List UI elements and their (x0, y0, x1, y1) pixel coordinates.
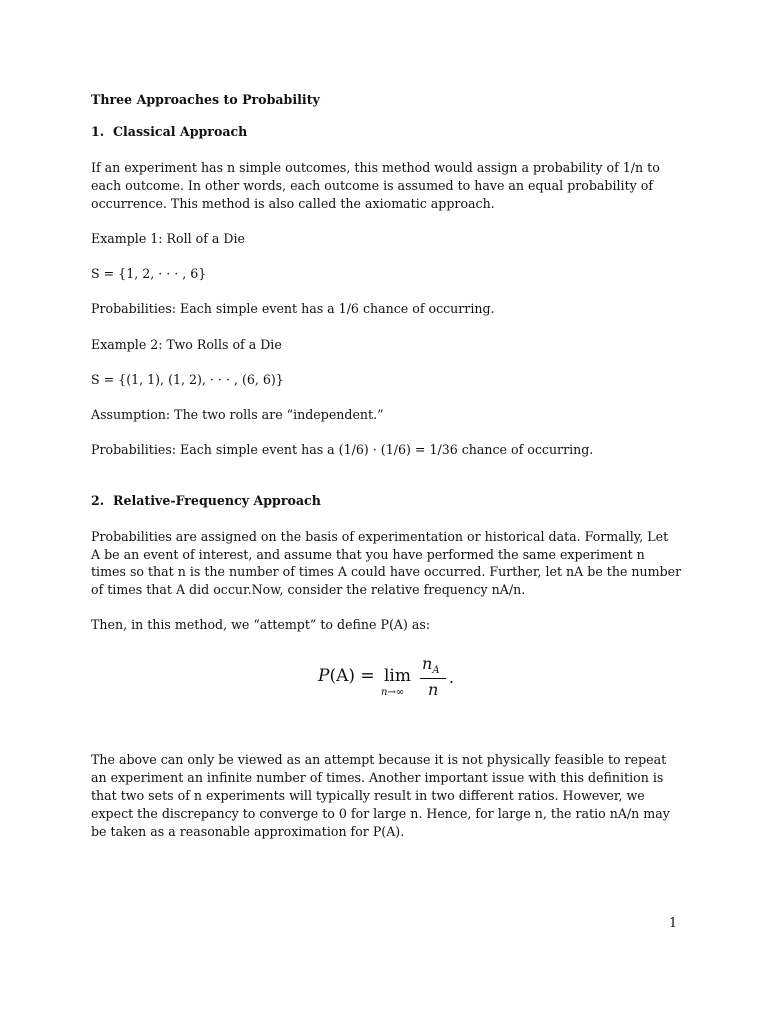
paragraph-line: If an experiment has n simple outcomes, this method would assign a probability of 1/n to (91, 160, 660, 175)
paragraph-line: of times that A did occur.Now, consider the relative frequency nA/n. (91, 582, 526, 597)
document-title: Three Approaches to Probability (91, 92, 320, 107)
assumption-text: Assumption: The two rolls are “independent.” (91, 407, 384, 422)
formula-period: . (449, 668, 455, 687)
formula-numerator (422, 654, 440, 676)
then-line: Then, in this method, we “attempt” to define P(A) as: (91, 617, 431, 632)
probabilities-2: Probabilities: Each simple event has a (1/6) · (1/6) = 1/36 chance of occurring. (91, 442, 594, 457)
paragraph-line: each outcome. In other words, each outcome is assumed to have an equal probability of (91, 178, 653, 193)
probabilities-1: Probabilities: Each simple event has a 1/6 chance of occurring. (91, 301, 495, 316)
formula-lhs-arg: (A) = (329, 666, 375, 686)
section-2-title: Relative-Frequency Approach (113, 493, 321, 508)
paragraph-line: that two sets of n experiments will typically result in two different ratios. However, we (91, 788, 645, 803)
paragraph-line: expect the discrepancy to converge to 0 for large n. Hence, for large n, the ratio nA/n may (91, 806, 670, 821)
paragraph-line: Probabilities are assigned on the basis of experimentation or historical data. Formally, Let (91, 529, 669, 544)
paragraph-line: The above can only be viewed as an attempt because it is not physically feasible to repeat (91, 752, 667, 767)
paragraph-line: A be an event of interest, and assume that you have performed the same experiment n (91, 547, 645, 562)
section-2-heading (91, 492, 321, 510)
section-1-number: 1. (91, 124, 105, 139)
formula-numerator-sub: A (432, 665, 440, 677)
page-number: 1 (669, 915, 678, 930)
example-1-label: Example 1: Roll of a Die (91, 231, 246, 246)
formula-lhs (318, 666, 375, 686)
sample-space-1: S = {1, 2, · · · , 6} (91, 266, 207, 281)
paragraph-line: occurrence. This method is also called the axiomatic approach. (91, 196, 495, 211)
formula-fraction-bar (420, 678, 446, 679)
formula-denominator: n (428, 680, 439, 699)
formula-numerator-base: n (422, 654, 433, 673)
paragraph-line: be taken as a reasonable approximation for P(A). (91, 824, 405, 839)
paragraph-line: an experiment an infinite number of times. Another important issue with this definition is (91, 770, 664, 785)
relative-frequency-formula (318, 654, 458, 702)
formula-lim-sub: n→∞ (381, 687, 405, 698)
formula-lim: lim (384, 666, 411, 686)
sample-space-2: S = {(1, 1), (1, 2), · · · , (6, 6)} (91, 372, 284, 387)
formula-P: P (318, 666, 330, 686)
section-2-number: 2. (91, 493, 105, 508)
paragraph-line: times so that n is the number of times A could have occurred. Further, let nA be the number (91, 564, 682, 579)
example-2-label: Example 2: Two Rolls of a Die (91, 337, 282, 352)
section-1-heading (91, 123, 247, 141)
section-1-title: Classical Approach (113, 124, 248, 139)
